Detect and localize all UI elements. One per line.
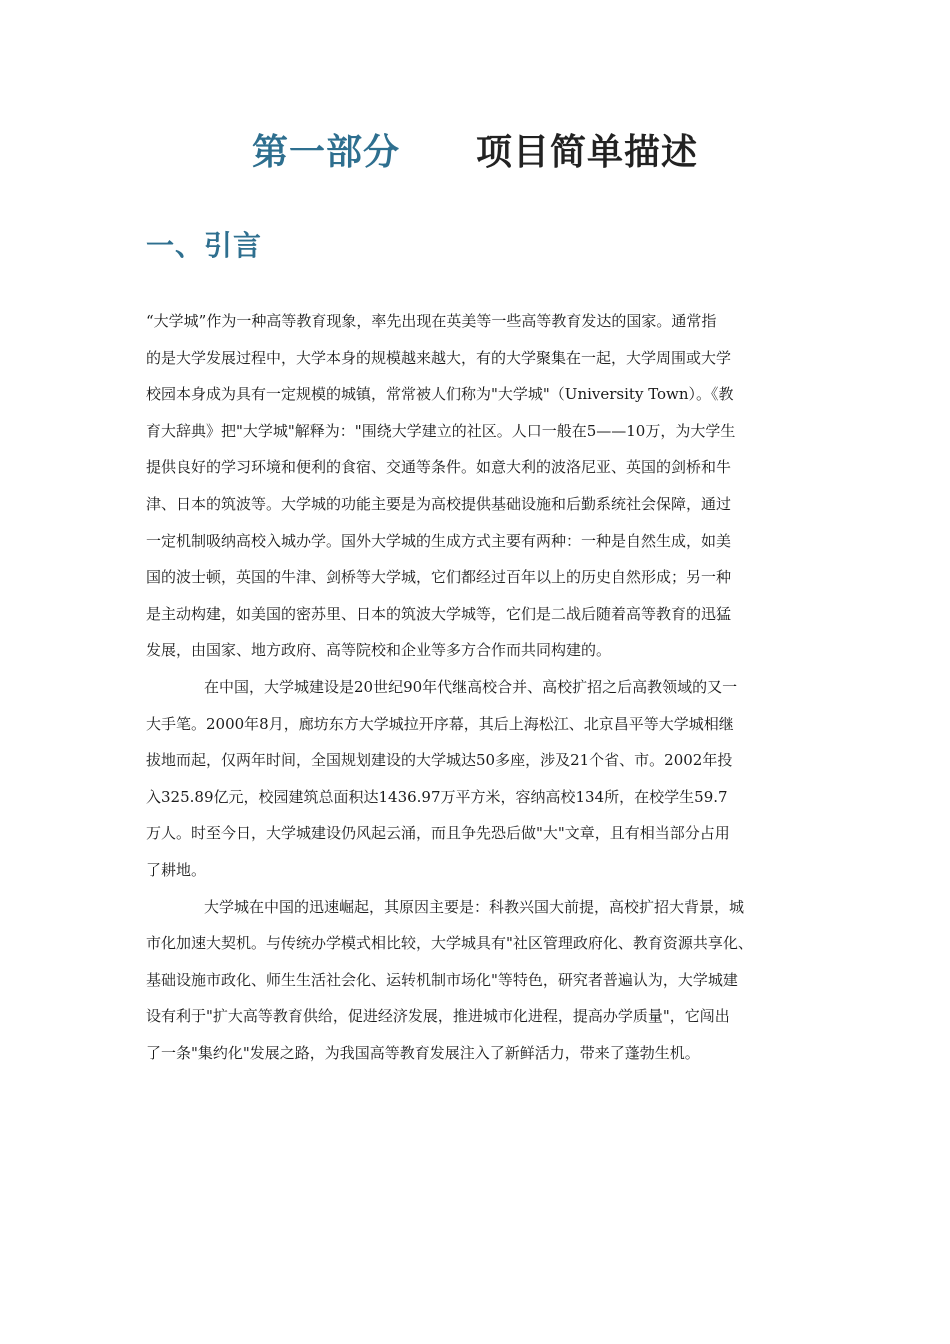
paragraph-line: 一定机制吸纳高校入城办学。国外大学城的生成方式主要有两种：一种是自然生成，如美 bbox=[146, 531, 732, 550]
paragraph-line: 入325.89亿元，校园建筑总面积达1436.97万平方米，容纳高校134所，在校学生59.7 bbox=[146, 787, 728, 806]
part-title bbox=[0, 128, 950, 176]
part-label: 第一部分 bbox=[251, 131, 400, 173]
paragraph-line: 基础设施市政化、师生生活社会化、运转机制市场化"等特色，研究者普遍认为，大学城建 bbox=[146, 970, 738, 989]
paragraph-line: “大学城”作为一种高等教育现象，率先出现在英美等一些高等教育发达的国家。通常指 bbox=[146, 312, 717, 330]
paragraph bbox=[146, 672, 816, 892]
paragraph bbox=[146, 892, 816, 1075]
paragraph-line: 了耕地。 bbox=[146, 860, 207, 879]
paragraph-line: 育大辞典》把"大学城"解释为："围绕大学建立的社区。人口一般在5——10万，为大学生 bbox=[146, 421, 736, 440]
paragraph-line: 设有利于"扩大高等教育供给，促进经济发展，推进城市化进程，提高办学质量"，它闯出 bbox=[146, 1007, 730, 1026]
paragraph-line: 在中国，大学城建设是20世纪90年代继高校合并、高校扩招之后高教领域的又一 bbox=[204, 677, 738, 696]
paragraph-line: 校园本身成为具有一定规模的城镇，常常被人们称为"大学城"（University Town）。《教 bbox=[146, 385, 734, 404]
paragraph-line: 的是大学发展过程中，大学本身的规模越来越大，有的大学聚集在一起，大学周围或大学 bbox=[146, 348, 732, 367]
body-text bbox=[146, 306, 816, 1074]
paragraph-line: 拔地而起，仅两年时间，全国规划建设的大学城达50多座，涉及21个省、市。2002年投 bbox=[146, 751, 733, 770]
section-heading: 一、引言 bbox=[146, 229, 263, 262]
paragraph-line: 了一条"集约化"发展之路，为我国高等教育发展注入了新鲜活力，带来了蓬勃生机。 bbox=[146, 1043, 700, 1062]
paragraph-line: 市化加速大契机。与传统办学模式相比较，大学城具有"社区管理政府化、教育资源共享化、 bbox=[146, 934, 753, 953]
paragraph-line: 津、日本的筑波等。大学城的功能主要是为高校提供基础设施和后勤系统社会保障，通过 bbox=[146, 494, 732, 513]
paragraph-line: 万人。时至今日，大学城建设仍风起云涌，而且争先恐后做"大"文章，且有相当部分占用 bbox=[146, 824, 730, 843]
paragraph-line: 发展，由国家、地方政府、高等院校和企业等多方合作而共同构建的。 bbox=[146, 641, 612, 660]
part-name: 项目简单描述 bbox=[476, 131, 699, 173]
paragraph-line: 大手笔。2000年8月，廊坊东方大学城拉开序幕，其后上海松江、北京昌平等大学城相继 bbox=[146, 714, 734, 733]
paragraph-line: 提供良好的学习环境和便利的食宿、交通等条件。如意大利的波洛尼亚、英国的剑桥和牛 bbox=[146, 458, 732, 477]
paragraph bbox=[146, 306, 816, 672]
paragraph-line: 大学城在中国的迅速崛起，其原因主要是：科教兴国大前提，高校扩招大背景，城 bbox=[204, 897, 745, 916]
paragraph-line: 国的波士顿，英国的牛津、剑桥等大学城，它们都经过百年以上的历史自然形成；另一种 bbox=[146, 568, 732, 587]
paragraph-line: 是主动构建，如美国的密苏里、日本的筑波大学城等，它们是二战后随着高等教育的迅猛 bbox=[146, 604, 732, 623]
